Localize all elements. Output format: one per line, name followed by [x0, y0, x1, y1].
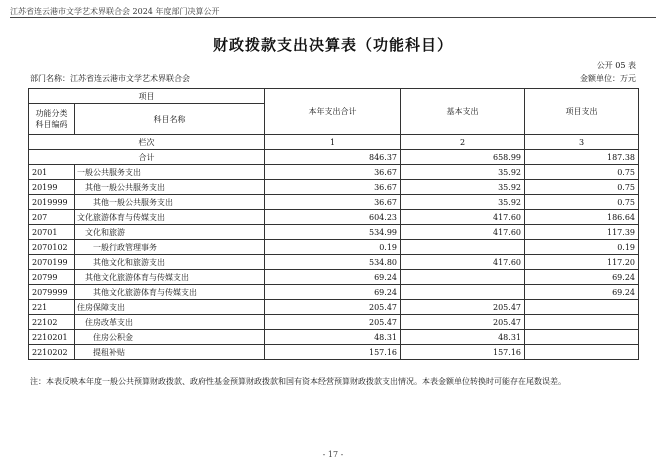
row-col2	[401, 270, 525, 285]
table-row	[29, 180, 639, 195]
row-col1: 205.47	[265, 300, 401, 315]
row-name: 其他一般公共服务支出	[75, 195, 265, 210]
row-name: 住房公积金	[75, 330, 265, 345]
row-col2: 35.92	[401, 165, 525, 180]
total-col1: 846.37	[265, 150, 401, 165]
row-col2: 417.60	[401, 225, 525, 240]
row-col2: 35.92	[401, 195, 525, 210]
row-col3: 117.39	[525, 225, 639, 240]
row-index-3: 3	[525, 135, 639, 150]
row-code: 2210202	[29, 345, 75, 360]
header-col2: 基本支出	[401, 89, 525, 135]
row-col3: 69.24	[525, 270, 639, 285]
row-col1: 69.24	[265, 270, 401, 285]
row-col2: 157.16	[401, 345, 525, 360]
row-index-2: 2	[401, 135, 525, 150]
row-col2: 205.47	[401, 300, 525, 315]
row-col1: 157.16	[265, 345, 401, 360]
row-name: 一般行政管理事务	[75, 240, 265, 255]
running-header: 江苏省连云港市文学艺术界联合会 2024 年度部门决算公开	[10, 7, 220, 16]
row-name: 文化和旅游	[75, 225, 265, 240]
row-name: 其他文化旅游体育与传媒支出	[75, 285, 265, 300]
total-col2: 658.99	[401, 150, 525, 165]
row-name: 一般公共服务支出	[75, 165, 265, 180]
row-col3: 0.19	[525, 240, 639, 255]
row-col2	[401, 240, 525, 255]
row-name: 其他文化和旅游支出	[75, 255, 265, 270]
table-row	[29, 300, 639, 315]
header-rule	[10, 17, 656, 18]
table-row	[29, 255, 639, 270]
row-col1: 534.99	[265, 225, 401, 240]
row-col3: 0.75	[525, 195, 639, 210]
row-col2: 417.60	[401, 210, 525, 225]
header-code: 功能分类科目编码	[29, 104, 75, 135]
header-item: 项目	[29, 89, 265, 104]
unit-label: 金额单位：万元	[580, 74, 636, 83]
row-col1: 36.67	[265, 165, 401, 180]
table-number: 公开 05 表	[596, 61, 636, 70]
row-col1: 48.31	[265, 330, 401, 345]
row-code: 20701	[29, 225, 75, 240]
row-name: 住房保障支出	[75, 300, 265, 315]
table-row	[29, 315, 639, 330]
row-index-1: 1	[265, 135, 401, 150]
row-code: 2019999	[29, 195, 75, 210]
row-name: 住房改革支出	[75, 315, 265, 330]
row-code: 2079999	[29, 285, 75, 300]
table-row	[29, 195, 639, 210]
row-col3	[525, 345, 639, 360]
row-name: 提租补贴	[75, 345, 265, 360]
row-col3	[525, 300, 639, 315]
row-code: 2070102	[29, 240, 75, 255]
row-col3: 0.75	[525, 180, 639, 195]
row-col1: 0.19	[265, 240, 401, 255]
row-name: 文化旅游体育与传媒支出	[75, 210, 265, 225]
expenditure-table	[28, 88, 639, 360]
row-col1: 534.80	[265, 255, 401, 270]
header-col3: 项目支出	[525, 89, 639, 135]
row-col3: 69.24	[525, 285, 639, 300]
row-col3	[525, 330, 639, 345]
row-code: 221	[29, 300, 75, 315]
row-code: 2210201	[29, 330, 75, 345]
total-label: 合计	[29, 150, 265, 165]
row-col2: 48.31	[401, 330, 525, 345]
table-row	[29, 345, 639, 360]
row-col3: 186.64	[525, 210, 639, 225]
table-row	[29, 225, 639, 240]
table-row	[29, 285, 639, 300]
table-body	[29, 165, 639, 360]
table-row	[29, 240, 639, 255]
row-col2: 35.92	[401, 180, 525, 195]
header-col1: 本年支出合计	[265, 89, 401, 135]
table-row	[29, 165, 639, 180]
table-row	[29, 330, 639, 345]
page-number: - 17 -	[322, 450, 344, 459]
row-col2: 205.47	[401, 315, 525, 330]
row-col1: 69.24	[265, 285, 401, 300]
row-col1: 36.67	[265, 195, 401, 210]
table-row	[29, 210, 639, 225]
row-col3	[525, 315, 639, 330]
row-code: 201	[29, 165, 75, 180]
row-code: 2070199	[29, 255, 75, 270]
row-col3: 117.20	[525, 255, 639, 270]
row-index-label: 栏次	[29, 135, 265, 150]
row-col2: 417.60	[401, 255, 525, 270]
total-col3: 187.38	[525, 150, 639, 165]
row-code: 207	[29, 210, 75, 225]
row-code: 22102	[29, 315, 75, 330]
row-code: 20799	[29, 270, 75, 285]
footnote: 注：本表反映本年度一般公共预算财政拨款、政府性基金预算财政拨款和国有资本经营预算财政拨款支出情况。本表金额单位转换时可能存在尾数误差。	[30, 377, 566, 386]
document-title: 财政拨款支出决算表（功能科目）	[212, 36, 453, 54]
row-col1: 205.47	[265, 315, 401, 330]
table-row	[29, 270, 639, 285]
header-name: 科目名称	[75, 104, 265, 135]
row-name: 其他一般公共服务支出	[75, 180, 265, 195]
department-label: 部门名称：江苏省连云港市文学艺术界联合会	[30, 74, 190, 83]
row-name: 其他文化旅游体育与传媒支出	[75, 270, 265, 285]
row-col3: 0.75	[525, 165, 639, 180]
row-col1: 604.23	[265, 210, 401, 225]
row-col2	[401, 285, 525, 300]
row-col1: 36.67	[265, 180, 401, 195]
row-code: 20199	[29, 180, 75, 195]
